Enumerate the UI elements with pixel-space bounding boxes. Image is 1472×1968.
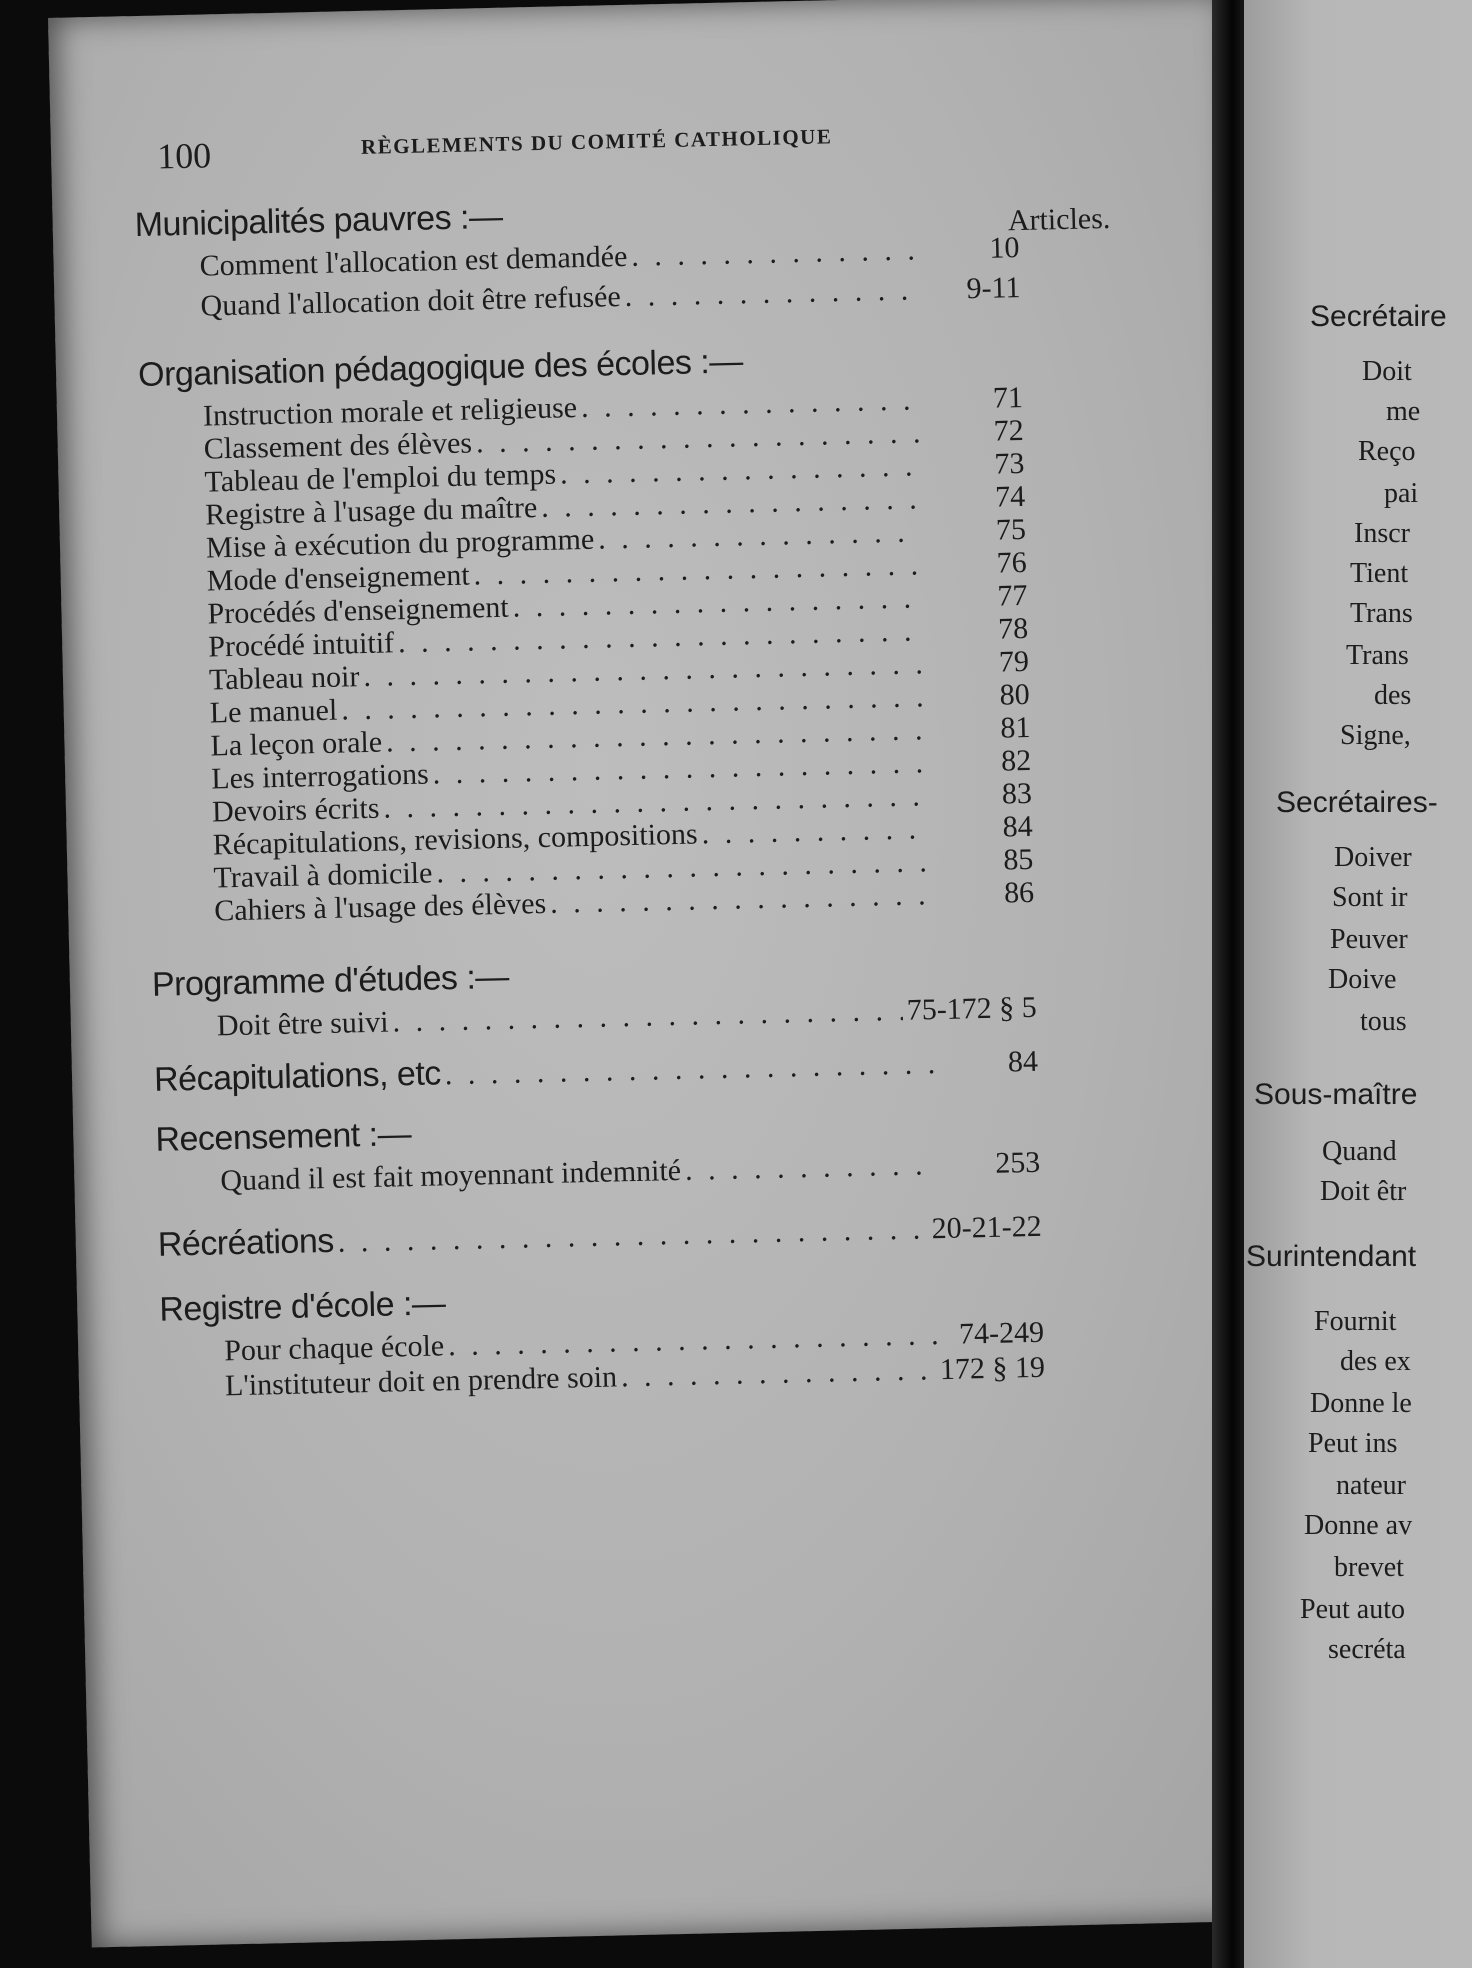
right-line: Inscr: [1354, 518, 1410, 549]
entry-ref: 20-21-22: [931, 1209, 1043, 1246]
section-title: Programme d'études :—: [151, 957, 510, 1004]
right-line: Quand: [1322, 1136, 1397, 1167]
section-title: Recensement :—: [155, 1115, 412, 1159]
entry-ref: 77: [996, 578, 1028, 613]
right-line: Tient: [1350, 558, 1409, 589]
entry-label: Registre à l'usage du maître: [204, 491, 538, 532]
entry-label: Procédé intuitif: [207, 626, 395, 664]
right-line: Doit: [1362, 356, 1412, 387]
entry-ref: 75: [995, 512, 1027, 547]
entry-ref: 76: [996, 545, 1027, 580]
entry-ref: 78: [997, 611, 1029, 646]
right-line: Fournit: [1314, 1306, 1397, 1337]
entry-label: Travail à domicile: [213, 856, 433, 895]
entry-ref: 82: [1000, 743, 1032, 778]
dot-leader: [392, 994, 903, 1040]
entry-label: Quand l'allocation doit être refusée: [200, 280, 622, 323]
entry-label: Récapitulations, revisions, compositions: [212, 817, 699, 862]
entry-ref: 79: [998, 644, 1030, 679]
right-line: Trans: [1346, 640, 1409, 671]
right-line: pai: [1384, 478, 1419, 509]
entry-label: Le manuel: [209, 693, 338, 730]
entry-label: Procédés d'enseignement: [207, 590, 510, 631]
right-line: Sont ir: [1332, 882, 1408, 913]
right-line: Peut ins: [1308, 1428, 1398, 1459]
dot-leader: [621, 1353, 937, 1394]
entry-ref: 75-172 § 5: [906, 990, 1038, 1027]
entry-ref: 85: [1002, 842, 1034, 877]
dot-leader: [685, 1148, 937, 1188]
right-line: secréta: [1328, 1634, 1406, 1665]
right-line: Signe,: [1340, 720, 1411, 751]
running-head: RÈGLEMENTS DU COMITÉ CATHOLIQUE: [360, 124, 833, 159]
entry-ref: 73: [993, 446, 1025, 481]
entry-ref: 80: [999, 677, 1030, 712]
right-line: Peut auto: [1300, 1594, 1405, 1625]
entry-ref: 71: [992, 380, 1024, 415]
entry-label: La leçon orale: [210, 725, 383, 763]
right-line: brevet: [1334, 1552, 1404, 1583]
entry-ref: 10: [989, 231, 1020, 265]
right-section-title: Secrétaires-: [1276, 786, 1438, 819]
entry-label: Mode d'enseignement: [206, 558, 470, 598]
entry-ref: 74: [994, 479, 1026, 514]
section-title: Registre d'école :—: [158, 1284, 446, 1329]
right-line: nateur: [1336, 1470, 1406, 1501]
entry-ref: 86: [1003, 875, 1035, 910]
entry-label: Quand il est fait moyennant indemnité: [220, 1153, 682, 1198]
dot-leader: [550, 878, 931, 921]
entry-ref: 84: [1002, 809, 1033, 844]
index-entry: [157, 1206, 1042, 1265]
right-line: Doit êtr: [1320, 1176, 1407, 1207]
entry-ref: 84: [1007, 1044, 1039, 1079]
entry-label: Devoirs écrits: [211, 791, 380, 829]
entry-label: L'instituteur doit en prendre soin: [224, 1360, 618, 1403]
index-entry: [154, 1041, 1039, 1100]
right-line: tous: [1360, 1006, 1407, 1037]
entry-label: Tableau noir: [208, 660, 360, 697]
book-gutter: [1212, 0, 1246, 1968]
entry-label: Comment l'allocation est demandée: [199, 239, 628, 283]
right-line: des: [1374, 680, 1412, 711]
dot-leader: [624, 273, 916, 314]
dot-leader: [337, 1212, 928, 1259]
entry-ref: 72: [993, 413, 1024, 448]
entry-label: Pour chaque école: [223, 1329, 445, 1368]
entry-ref: 74-249: [958, 1315, 1045, 1351]
section-title: Récapitulations, etc: [153, 1054, 442, 1099]
section-title: Organisation pédagogique des écoles :—: [137, 342, 744, 395]
right-line: Trans: [1350, 598, 1413, 629]
entry-label: Instruction morale et religieuse: [202, 391, 578, 433]
section-title: Récréations: [157, 1221, 335, 1264]
right-line: me: [1386, 396, 1421, 427]
right-section-title: Secrétaire: [1310, 300, 1447, 333]
left-page: [48, 0, 1263, 1948]
right-section-title: Sous-maître: [1254, 1078, 1418, 1111]
right-line: Doiver: [1334, 842, 1412, 873]
entry-ref: 9-11: [966, 271, 1021, 306]
right-line: Reço: [1358, 436, 1416, 467]
entry-ref: 172 § 19: [939, 1350, 1046, 1387]
right-line: Doive: [1328, 964, 1397, 995]
entry-ref: 83: [1001, 776, 1033, 811]
dot-leader: [444, 1047, 934, 1092]
entry-label: Cahiers à l'usage des élèves: [213, 886, 547, 928]
entry-label: Tableau de l'emploi du temps: [204, 457, 557, 499]
entry-ref: 81: [999, 710, 1031, 745]
entry-label: Les interrogations: [210, 757, 430, 796]
right-line: Donne le: [1310, 1388, 1412, 1419]
right-section-title: Surintendant: [1246, 1240, 1417, 1273]
entry-label: Mise à exécution du programme: [205, 522, 595, 565]
articles-column-header: Articles.: [1007, 201, 1111, 238]
right-page: [1244, 0, 1472, 1968]
page-number: 100: [156, 135, 212, 177]
entry-label: Classement des élèves: [203, 426, 473, 466]
entry-label: Doit être suivi: [216, 1005, 389, 1043]
right-line: Peuver: [1330, 924, 1408, 955]
section-title: Municipalités pauvres :—: [134, 197, 503, 245]
entry-ref: 253: [994, 1145, 1041, 1180]
dot-leader: [631, 233, 916, 273]
right-line: des ex: [1340, 1346, 1411, 1377]
right-line: Donne av: [1304, 1510, 1413, 1541]
